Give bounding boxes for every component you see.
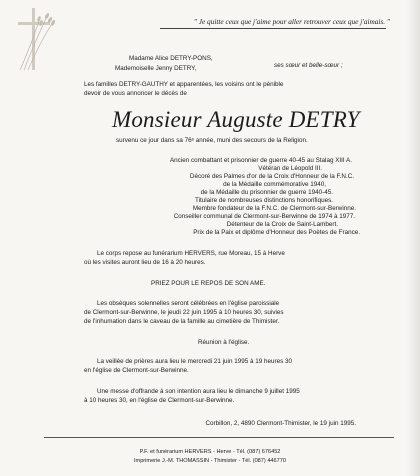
paper-edge-shadow — [406, 0, 420, 476]
obsequies-line-1: Les obsèques solennelles seront célébrées en l'église paroissiale — [97, 300, 280, 307]
obsequies-line-3: de l'inhumation dans le caveau de la famille au cimetière de Thimister. — [84, 318, 280, 325]
obsequies-line-2: de Clermont-sur-Berwinne, le jeudi 22 juin 1995 à 10 heures 30, suivies — [84, 309, 284, 316]
vigil-line-2: en l'église de Clermont-sur-Berwinne. — [84, 367, 189, 374]
title-line: Prix de la Paix et diplôme d'Honneur des Poètes de France. — [193, 229, 360, 236]
mass-line-1: Une messe d'offrande à son intention aura lieu le dimanche 9 juillet 1995 — [97, 388, 300, 395]
intro-line-1: Les familles DETRY-GAUTHY et apparentées, les voisins ont le pénible — [84, 81, 284, 88]
epigraph-quote: " Je quitte ceux que j'aime pour aller retrouver ceux que j'aimais. " — [193, 17, 390, 26]
mass-line-2: à 10 heures 30, en l'église de Clermont-sur-Berwinne. — [84, 397, 235, 404]
death-line: survenu ce jour dans sa 76ᵉ année, muni des secours de la Religion. — [116, 137, 308, 144]
reunion-line: Réunion à l'église. — [198, 339, 250, 346]
title-line: Conseiller communal de Clermont-sur-Berwinne de 1974 à 1977. — [173, 213, 355, 220]
quote-underline — [160, 28, 386, 29]
family-line-1: Madame Alice DETRY-PONS, — [129, 55, 213, 62]
title-line: de la Médaille du prisonnier de guerre 1940-45. — [200, 189, 333, 196]
intro-line-2: devoir de vous annoncer le décès de — [84, 90, 187, 97]
footer-divider — [44, 437, 394, 438]
vigil-line-1: La veillée de prières aura lieu le mercredi 21 juin 1995 à 19 heures 30 — [97, 358, 292, 365]
cross-wheat-icon — [4, 4, 64, 74]
title-line: Détenteur de la Croix de Saint-Lambert. — [226, 221, 338, 228]
title-line: Membre fondateur de la F.N.C. de Clermont-sur-Berwinne. — [192, 205, 356, 212]
title-line: de la Médaille commémorative 1940, — [223, 181, 326, 188]
funeral-home-line-1: Le corps repose au funérarium HERVERS, rue Moreau, 15 à Herve — [97, 250, 285, 257]
footer-line-1: P.F. et funérarium HERVERS - Herve - Tél. (087) 676452 — [139, 449, 281, 455]
title-line: Décoré des Palmes d'or de la Croix d'Honneur de la F.N.C. — [189, 173, 354, 180]
family-relation: ses sœur et belle-sœur ; — [274, 62, 343, 69]
funeral-home-line-2: où les visites auront lieu de 16 à 20 heures. — [84, 259, 206, 266]
footer-line-2: Imprimerie J.-M. THOMASSIN - Thimister - Tél. (087) 446770 — [133, 458, 286, 464]
deceased-name: Monsieur Auguste DETRY — [112, 107, 360, 132]
title-line: Titulaire de nombreuses distinctions honorifiques. — [194, 197, 333, 204]
family-line-2: Mademoiselle Jenny DETRY, — [115, 65, 197, 72]
place-date: Corbillon, 2, 4890 Clermont-Thimister, le 19 juin 1995. — [205, 420, 356, 427]
prayer-line: PRIEZ POUR LE REPOS DE SON AME. — [151, 280, 266, 287]
title-line: Vétéran de Léopold III. — [258, 165, 322, 172]
title-line: Ancien combattant et prisonnier de guerre 40-45 au Stalag XIII A. — [169, 157, 352, 164]
